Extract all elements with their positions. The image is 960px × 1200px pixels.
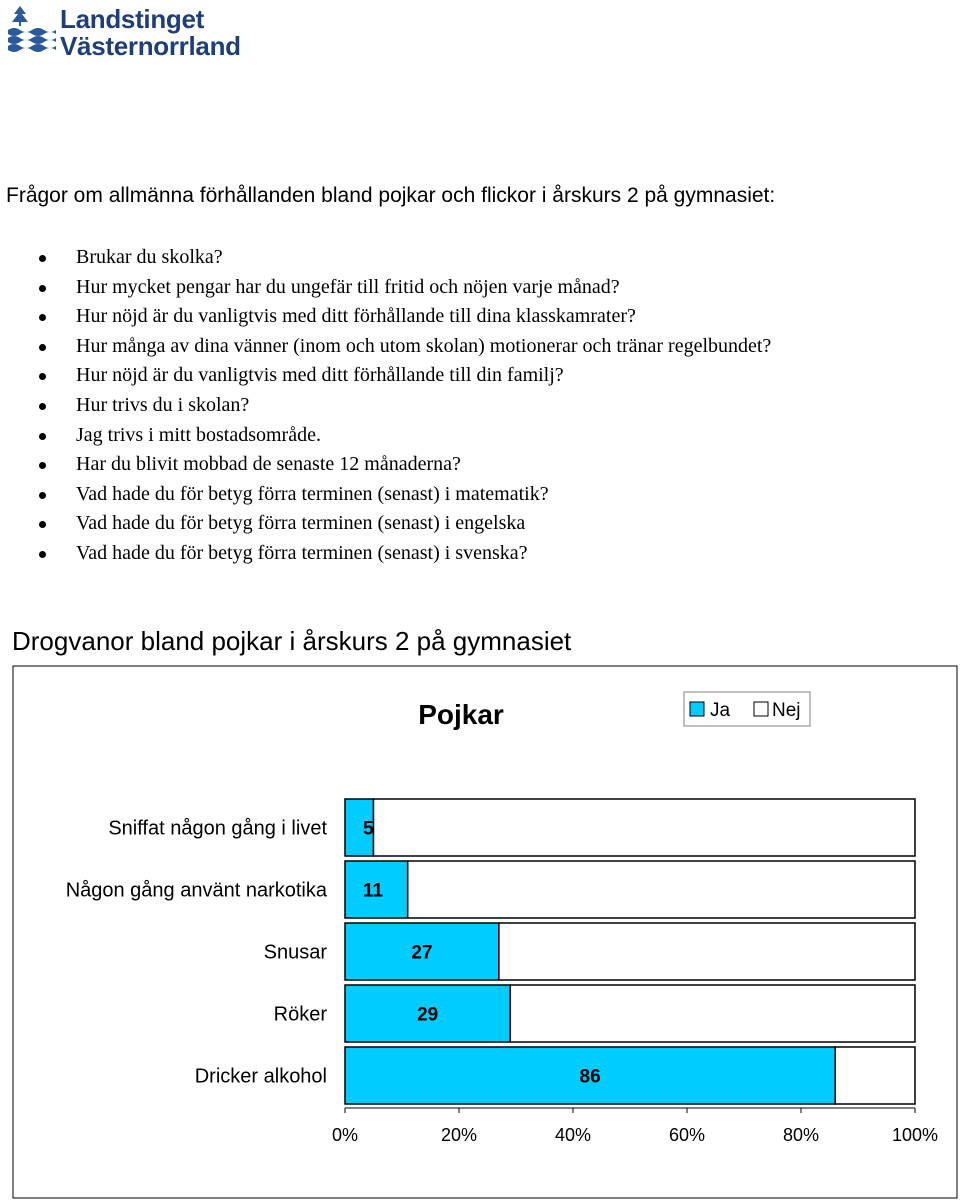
x-tick-label: 80% — [782, 1125, 820, 1145]
logo-line-1: Landstinget — [60, 4, 205, 34]
legend-swatch-nej — [754, 702, 768, 716]
data-label: 86 — [579, 1066, 601, 1088]
question-text: Hur nöjd är du vanligtvis med ditt förhållande till din familj? — [76, 364, 564, 387]
x-tick-label: 40% — [554, 1125, 592, 1145]
x-tick-label: 20% — [440, 1125, 478, 1145]
question-text: Jag trivs i mitt bostadsområde. — [76, 423, 321, 446]
category-label: Röker — [273, 1003, 327, 1026]
question-text: Vad hade du för betyg förra terminen (senast) i matematik? — [76, 482, 549, 505]
data-label: 5 — [363, 818, 374, 840]
x-tick-label: 60% — [668, 1125, 706, 1145]
bar-nej — [408, 861, 915, 918]
bar-nej — [374, 799, 916, 856]
question-text: Hur mycket pengar har du ungefär till fritid och nöjen varje månad? — [76, 275, 620, 298]
question-text: Vad hade du för betyg förra terminen (senast) i svenska? — [76, 541, 528, 564]
x-tick-label: 0% — [331, 1125, 359, 1145]
question-text: Hur många av dina vänner (inom och utom skolan) motionerar och tränar regelbundet? — [76, 334, 772, 357]
question-text: Hur trivs du i skolan? — [76, 393, 250, 416]
category-label: Dricker alkohol — [194, 1065, 327, 1088]
question-text: Har du blivit mobbad de senaste 12 månaderna? — [76, 453, 461, 476]
logo-line-2: Västernorrland — [60, 31, 241, 61]
category-label: Sniffat någon gång i livet — [108, 817, 327, 840]
data-label: 27 — [411, 942, 433, 964]
data-label: 11 — [363, 880, 384, 902]
category-label: Snusar — [263, 941, 327, 964]
chart-heading: Drogvanor bland pojkar i årskurs 2 på gymnasiet — [12, 626, 572, 656]
legend-label-ja: Ja — [710, 700, 731, 721]
x-tick-label: 100% — [891, 1125, 939, 1145]
legend-swatch-ja — [690, 702, 704, 716]
chart-title: Pojkar — [418, 699, 504, 730]
question-text: Brukar du skolka? — [76, 246, 223, 268]
question-text: Vad hade du för betyg förra terminen (senast) i engelska — [76, 512, 526, 535]
bar-nej — [499, 923, 915, 980]
bar-nej — [510, 985, 915, 1042]
question-text: Hur nöjd är du vanligtvis med ditt förhållande till dina klasskamrater? — [76, 305, 636, 328]
category-label: Någon gång använt narkotika — [65, 879, 327, 902]
bar-nej — [835, 1047, 915, 1104]
intro-heading: Frågor om allmänna förhållanden bland pojkar och flickor i årskurs 2 på gymnasiet: — [6, 184, 776, 207]
chart-legend — [684, 692, 810, 726]
legend-label-nej: Nej — [772, 700, 801, 721]
data-label: 29 — [417, 1004, 439, 1026]
